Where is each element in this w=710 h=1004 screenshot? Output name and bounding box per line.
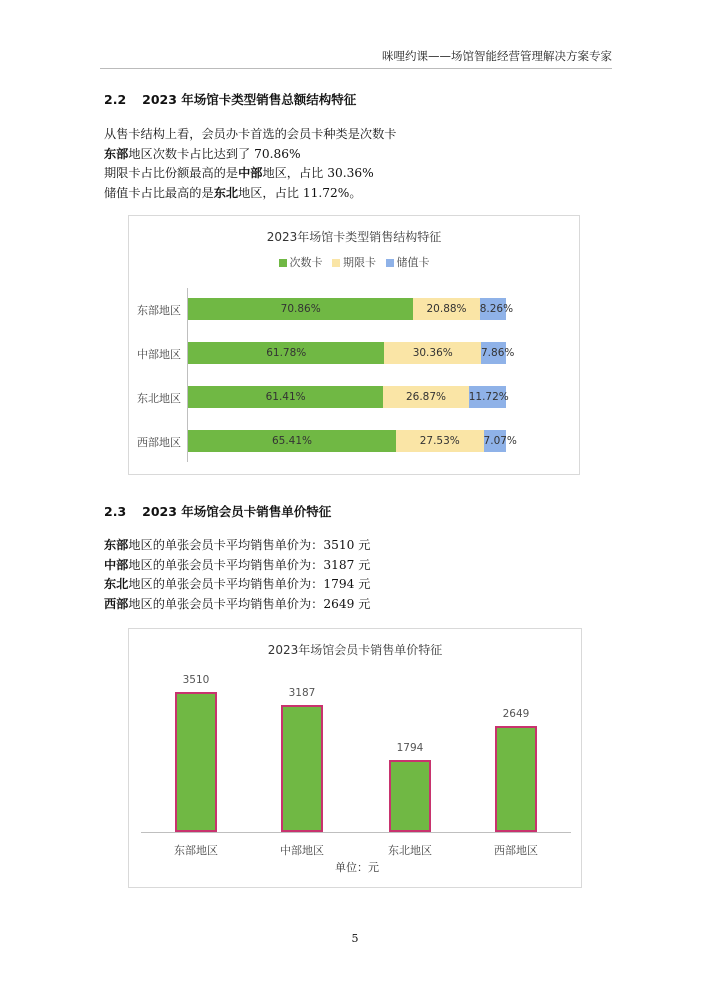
bar-value-label: 3187	[288, 686, 316, 699]
paragraph-line: 东部地区的单张会员卡平均销售单价为：3510 元	[104, 538, 371, 552]
legend-item-term-card: 期限卡	[332, 254, 376, 270]
section-2-2-paragraph	[104, 125, 397, 203]
section-2-3-title	[104, 502, 331, 520]
price-bar	[281, 705, 323, 832]
bar-value-label: 1794	[396, 742, 424, 755]
section-number: 2.2	[104, 92, 127, 107]
section-heading: 2023 年场馆会员卡销售单价特征	[142, 504, 332, 519]
paragraph-line: 期限卡占比份额最高的是中部地区，占比 30.36%	[104, 166, 374, 180]
bar-value-label: 2649	[502, 708, 530, 721]
bar-value-label: 3510	[182, 673, 210, 686]
stacked-bar-segment: 61.78%	[188, 342, 384, 364]
x-tick-label: 东北地区	[388, 844, 432, 857]
price-bar	[495, 726, 537, 832]
stacked-bar-segment: 20.88%	[413, 298, 479, 320]
category-label: 中部地区	[137, 348, 181, 361]
stacked-bar-segment: 11.72%	[469, 386, 506, 408]
legend-item-count-card: 次数卡	[279, 254, 323, 270]
page-number: 5	[351, 932, 359, 945]
legend-swatch	[279, 259, 287, 267]
stacked-bar-segment: 26.87%	[383, 386, 468, 408]
x-tick-label: 西部地区	[494, 844, 538, 857]
section-2-3-paragraph	[104, 536, 370, 614]
x-axis	[141, 832, 571, 833]
page-header: 咪哩约课——场馆智能经营管理解决方案专家	[382, 49, 612, 63]
stacked-bar-segment: 65.41%	[188, 430, 396, 452]
stacked-bar-segment: 7.86%	[481, 342, 506, 364]
category-label: 东部地区	[137, 304, 181, 317]
category-label: 东北地区	[137, 392, 181, 405]
legend-swatch	[386, 259, 394, 267]
section-number: 2.3	[104, 504, 127, 519]
legend-swatch	[332, 259, 340, 267]
header-rule	[100, 68, 612, 69]
paragraph-line: 储值卡占比最高的是东北地区，占比 11.72%。	[104, 185, 362, 200]
chart-title: 2023年场馆卡类型销售结构特征	[266, 230, 442, 244]
legend-item-stored-value-card: 储值卡	[386, 254, 430, 270]
stacked-bar-segment: 70.86%	[188, 298, 413, 320]
x-tick-label: 中部地区	[280, 844, 324, 857]
paragraph-line: 东部地区次数卡占比达到了 70.86%	[104, 146, 301, 161]
price-bar	[389, 760, 431, 832]
stacked-bar-segment: 7.07%	[484, 430, 506, 452]
unit-label: 单位：元	[335, 861, 379, 874]
paragraph-line: 西部地区的单张会员卡平均销售单价为：2649 元	[104, 596, 371, 611]
price-bar	[175, 692, 217, 832]
section-heading: 2023 年场馆卡类型销售总额结构特征	[142, 92, 357, 107]
chart-title: 2023年场馆会员卡销售单价特征	[267, 643, 443, 657]
paragraph-line: 东北地区的单张会员卡平均销售单价为：1794 元	[104, 577, 371, 591]
category-label: 西部地区	[137, 436, 181, 449]
unit-price-chart	[128, 628, 582, 888]
paragraph-line: 中部地区的单张会员卡平均销售单价为：3187 元	[104, 557, 371, 572]
stacked-bar-segment: 8.26%	[480, 298, 506, 320]
x-tick-label: 东部地区	[174, 844, 218, 857]
card-type-structure-chart	[128, 215, 580, 475]
stacked-bar-segment: 30.36%	[384, 342, 481, 364]
stacked-bar-segment: 27.53%	[396, 430, 484, 452]
section-2-2-title	[104, 90, 356, 108]
stacked-bar-segment: 61.41%	[188, 386, 383, 408]
chart-legend	[129, 254, 579, 270]
paragraph-line: 从售卡结构上看，会员办卡首选的会员卡种类是次数卡	[104, 127, 397, 141]
